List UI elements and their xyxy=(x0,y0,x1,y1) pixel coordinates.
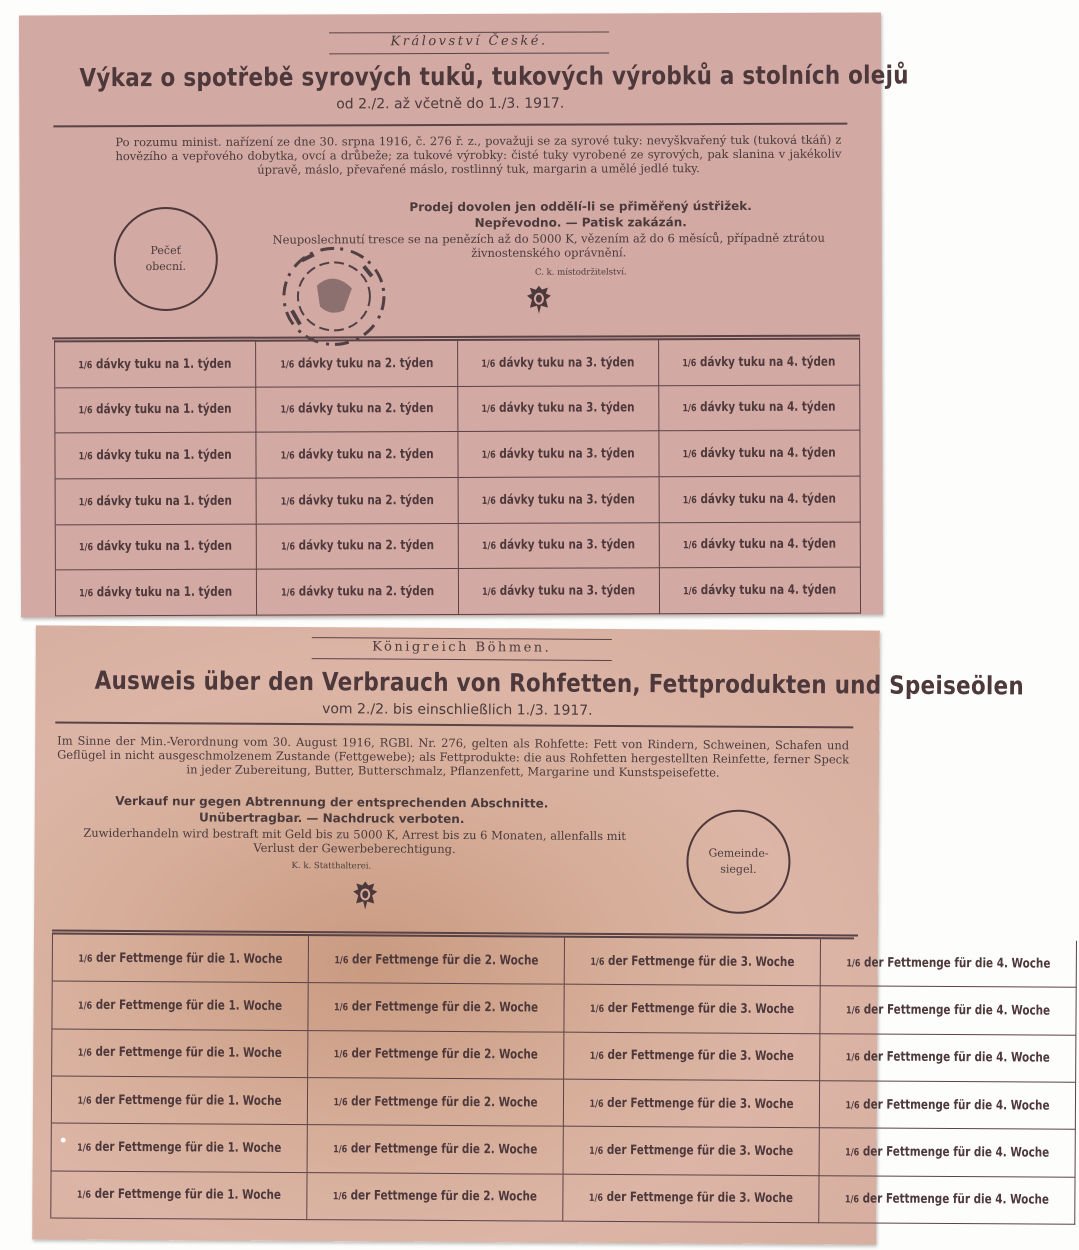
coupon-fraction: 1/6 xyxy=(590,1003,605,1015)
coupon-cell xyxy=(53,935,309,984)
coupon-fraction: 1/6 xyxy=(846,1005,861,1017)
double-headed-eagle-icon xyxy=(526,284,552,316)
coupon-cell xyxy=(820,1176,1076,1225)
coupon-fraction: 1/6 xyxy=(79,542,94,554)
kingdom-header: Království České. xyxy=(390,33,548,50)
coupon-fraction: 1/6 xyxy=(846,958,861,970)
coupon-cell xyxy=(257,524,458,570)
coupon-label: der Fettmenge für die 3. Woche xyxy=(606,1190,794,1207)
coupon-cell xyxy=(821,939,1077,988)
coupon-fraction: 1/6 xyxy=(280,405,295,417)
coupon-label: der Fettmenge für die 2. Woche xyxy=(351,1094,538,1111)
double-headed-eagle-icon xyxy=(352,879,378,911)
coupon-cell xyxy=(564,1127,820,1176)
coupon-label: dávky tuku na 3. týden xyxy=(498,355,635,371)
regulation-text: Im Sinne der Min.-Verordnung vom 30. August 1916, RGBl. Nr. 276, gelten als Rohfette: Fett von Rindern, Schweinen, Schafen und Geflügel in nicht ausgeschmolzenem Zustande (Fettgewebe); als Fettprodukte: die aus Rohfetten hergestellten Reinfette, ferner Speck in jeder Zubereitung, Butter, Butterschmalz, Pflanzenfett, Margarine und Kunstspeisefette. xyxy=(57,733,850,780)
coupon-label: dávky tuku na 4. týden xyxy=(700,354,836,370)
coupon-fraction: 1/6 xyxy=(589,1051,605,1063)
coupon-fraction: 1/6 xyxy=(682,403,697,415)
coupon-cell xyxy=(257,569,458,615)
coupon-label: dávky tuku na 3. týden xyxy=(499,583,636,599)
issuing-authority: K. k. Statthalterei. xyxy=(291,860,372,872)
coupon-cell xyxy=(256,341,457,387)
coupon-cell xyxy=(659,477,860,523)
coupon-label: der Fettmenge für die 1. Woche xyxy=(95,1092,282,1109)
coupon-fraction: 1/6 xyxy=(78,1000,93,1012)
coupon-cell xyxy=(257,478,458,524)
coupon-fraction: 1/6 xyxy=(481,450,496,462)
coupon-label: dávky tuku na 2. týden xyxy=(297,447,434,463)
coupon-label: der Fettmenge für die 3. Woche xyxy=(607,1095,794,1112)
coupon-cell xyxy=(565,938,821,987)
coupon-cell xyxy=(52,1029,308,1078)
coupon-cell xyxy=(56,524,257,570)
coupon-fraction: 1/6 xyxy=(334,954,349,966)
coupon-cell xyxy=(821,987,1077,1036)
coupon-fraction: 1/6 xyxy=(481,495,496,507)
coupon-cell xyxy=(458,477,659,523)
coupon-fraction: 1/6 xyxy=(845,1147,860,1159)
penalty-text: Zuwiderhandeln wird bestraft mit Geld bis zu 5000 K, Arrest bis zu 6 Monaten, allenfalls mit Verlust der Gewerbeberechtigung. xyxy=(83,825,626,856)
coupon-label: der Fettmenge für die 3. Woche xyxy=(608,953,795,970)
validity-dates: od 2./2. až včetně do 1./3. 1917. xyxy=(336,95,565,113)
coupon-cell xyxy=(820,1034,1076,1083)
coupon-fraction: 1/6 xyxy=(682,449,697,461)
coupon-label: dávky tuku na 1. týden xyxy=(96,356,232,373)
coupon-label: dávky tuku na 2. týden xyxy=(297,355,434,372)
coupon-fraction: 1/6 xyxy=(280,496,295,508)
coupon-label: dávky tuku na 1. týden xyxy=(97,584,233,601)
coupon-label: der Fettmenge für die 2. Woche xyxy=(350,1188,538,1205)
coupon-fraction: 1/6 xyxy=(77,1095,92,1107)
nontransferable-notice: Unübertragbar. — Nachdruck verboten. xyxy=(198,810,465,827)
coupon-cell xyxy=(52,1077,308,1126)
coupon-cell xyxy=(52,982,308,1031)
coupon-fraction: 1/6 xyxy=(683,540,698,552)
german-ration-card xyxy=(32,625,1051,1244)
kingdom-header-frame xyxy=(329,31,609,54)
coupon-cell xyxy=(257,387,458,433)
coupon-cell xyxy=(458,523,659,569)
coupon-label: dávky tuku na 2. týden xyxy=(298,584,434,600)
coupon-fraction: 1/6 xyxy=(682,357,697,370)
coupon-cell xyxy=(565,985,821,1034)
card-title: Ausweis über den Verbrauch von Rohfetten, Fettprodukten und Speiseölen xyxy=(94,665,1025,701)
sale-notice: Prodej dovolen jen oddělí-li se přiměřený ústřižek. xyxy=(409,198,752,215)
sale-notice: Verkauf nur gegen Abtrennung der entsprechenden Abschnitte. xyxy=(115,793,549,811)
coupon-label: dávky tuku na 4. týden xyxy=(700,491,837,507)
coupon-fraction: 1/6 xyxy=(78,953,93,965)
coupon-cell xyxy=(564,1080,820,1129)
validity-dates: vom 2./2. bis einschließlich 1./3. 1917. xyxy=(322,701,593,719)
coupon-fraction: 1/6 xyxy=(79,497,94,509)
coupon-label: der Fettmenge für die 3. Woche xyxy=(607,1000,795,1018)
coupon-cell xyxy=(820,1129,1076,1178)
coupon-cell xyxy=(458,340,659,386)
coupon-fraction: 1/6 xyxy=(77,1048,92,1060)
coupon-label: der Fettmenge für die 1. Woche xyxy=(95,1045,282,1062)
coupon-cell xyxy=(563,1174,819,1223)
municipal-seal-circle xyxy=(686,809,791,914)
coupon-cell xyxy=(308,1125,564,1174)
punch-hole xyxy=(61,1138,66,1143)
coupon-fraction: 1/6 xyxy=(280,450,295,462)
coupon-cell xyxy=(55,387,256,433)
coupon-label: dávky tuku na 1. týden xyxy=(96,493,233,510)
coupon-label: der Fettmenge für die 2. Woche xyxy=(351,1046,538,1063)
coupon-cell xyxy=(308,1031,564,1080)
coupon-label: der Fettmenge für die 2. Woche xyxy=(352,952,539,969)
coupon-fraction: 1/6 xyxy=(76,1190,92,1202)
coupon-fraction: 1/6 xyxy=(683,586,698,598)
coupon-cell xyxy=(55,433,256,479)
coupon-fraction: 1/6 xyxy=(590,956,605,968)
coupon-label: der Fettmenge für die 4. Woche xyxy=(863,1002,1051,1019)
coupon-fraction: 1/6 xyxy=(845,1194,860,1206)
coupon-fraction: 1/6 xyxy=(78,360,93,372)
coupon-label: dávky tuku na 3. týden xyxy=(499,492,635,508)
coupon-cell xyxy=(51,1171,307,1220)
coupon-label: dávky tuku na 3. týden xyxy=(499,400,635,417)
coupon-label: dávky tuku na 1. týden xyxy=(96,447,233,464)
coupon-cell xyxy=(458,569,659,615)
seal-label: Gemeinde-siegel. xyxy=(708,846,769,876)
coupon-label: der Fettmenge für die 4. Woche xyxy=(862,1191,1050,1208)
coupon-cell xyxy=(660,568,861,614)
nontransferable-notice: Nepřevodno. — Patisk zakázán. xyxy=(474,215,687,230)
coupon-label: dávky tuku na 4. týden xyxy=(700,537,837,553)
coupon-cell xyxy=(56,570,257,616)
coupon-fraction: 1/6 xyxy=(280,542,295,554)
coupon-cell xyxy=(659,522,860,568)
coupon-label: der Fettmenge für die 1. Woche xyxy=(94,1139,282,1156)
coupon-cell xyxy=(659,340,860,386)
coupon-fraction: 1/6 xyxy=(334,1002,349,1014)
coupon-cell xyxy=(309,936,565,985)
coupon-label: der Fettmenge für die 2. Woche xyxy=(350,1141,538,1158)
coupon-fraction: 1/6 xyxy=(77,1142,92,1154)
issuing-authority: C. k. místodržitelství. xyxy=(534,267,627,278)
coupon-fraction: 1/6 xyxy=(481,541,496,553)
coupon-cell xyxy=(564,1032,820,1081)
coupon-fraction: 1/6 xyxy=(482,587,497,599)
coupon-label: dávky tuku na 2. týden xyxy=(298,538,434,555)
coupon-fraction: 1/6 xyxy=(589,1193,604,1205)
coupon-cell xyxy=(55,342,256,388)
coupon-label: dávky tuku na 2. týden xyxy=(298,492,434,509)
coupon-fraction: 1/6 xyxy=(333,1049,348,1061)
coupon-label: dávky tuku na 4. týden xyxy=(700,445,836,462)
coupon-label: der Fettmenge für die 4. Woche xyxy=(863,1097,1050,1114)
card-title: Výkaz o spotřebě syrových tuků, tukových výrobků a stolních olejů xyxy=(79,60,909,93)
seal-label: Pečeť obecní. xyxy=(145,243,187,274)
coupon-label: dávky tuku na 2. týden xyxy=(297,401,434,418)
penalty-text: Neuposlechnutí tresce se na penězích až do 5000 K, vězením až do 6 měsíců, případně ztrátou živnostenského oprávnění. xyxy=(272,230,825,260)
coupon-grid xyxy=(54,338,861,617)
coupon-fraction: 1/6 xyxy=(79,451,94,463)
regulation-text: Po rozumu minist. nařízení ze dne 30. srpna 1916, č. 276 ř. z., považuji se za syrové tuky: nevyškvařený tuk (tuková tkáň) z hovězího a vepřového dobytka, ovcí a drůbeže; za tukové výrobky: čisté tuky vyrobené ze syrových, pak slanina v jakékoliv úpravě, máslo, převařené máslo, rostlinný tuk, margarin a umělé jedlé tuky. xyxy=(115,132,842,177)
coupon-fraction: 1/6 xyxy=(845,1100,860,1112)
coupon-label: dávky tuku na 1. týden xyxy=(97,539,233,555)
coupon-grid xyxy=(50,933,1051,1224)
header-divider xyxy=(55,722,853,729)
coupon-fraction: 1/6 xyxy=(682,494,698,507)
coupon-fraction: 1/6 xyxy=(280,587,295,599)
coupon-label: dávky tuku na 3. týden xyxy=(499,537,635,554)
coupon-label: der Fettmenge für die 1. Woche xyxy=(94,1187,282,1204)
coupon-label: der Fettmenge für die 2. Woche xyxy=(351,999,539,1016)
coupon-cell xyxy=(820,1081,1076,1130)
coupon-label: der Fettmenge für die 3. Woche xyxy=(607,1048,795,1065)
coupon-cell xyxy=(659,431,860,477)
coupon-label: der Fettmenge für die 4. Woche xyxy=(863,1144,1050,1161)
czech-ration-card xyxy=(19,12,909,617)
coupon-cell xyxy=(659,385,860,431)
municipal-seal-circle xyxy=(114,207,218,311)
coupon-label: dávky tuku na 4. týden xyxy=(700,400,836,416)
coupon-fraction: 1/6 xyxy=(481,358,496,370)
coupon-fraction: 1/6 xyxy=(846,1052,861,1064)
coupon-fraction: 1/6 xyxy=(481,404,496,416)
coupon-cell xyxy=(458,386,659,432)
coupon-cell xyxy=(307,1173,563,1222)
coupon-cell xyxy=(458,432,659,478)
coupon-label: dávky tuku na 1. týden xyxy=(96,402,233,418)
coupon-label: der Fettmenge für die 4. Woche xyxy=(863,1049,1051,1066)
coupon-label: dávky tuku na 4. týden xyxy=(700,582,837,599)
coupon-cell xyxy=(308,1078,564,1127)
coupon-cell xyxy=(56,479,257,525)
coupon-label: der Fettmenge für die 4. Woche xyxy=(864,955,1051,972)
coupon-label: der Fettmenge für die 1. Woche xyxy=(96,950,283,967)
coupon-fraction: 1/6 xyxy=(333,1144,348,1156)
coupon-fraction: 1/6 xyxy=(332,1191,348,1203)
coupon-cell xyxy=(309,983,565,1032)
coupon-label: der Fettmenge für die 3. Woche xyxy=(607,1142,794,1160)
kingdom-header: Königreich Böhmen. xyxy=(372,639,552,656)
coupon-cell xyxy=(257,432,458,478)
coupon-fraction: 1/6 xyxy=(78,405,94,417)
kingdom-header-frame xyxy=(312,637,612,661)
header-divider xyxy=(53,123,847,128)
coupon-fraction: 1/6 xyxy=(333,1096,348,1108)
circular-ink-stamp-icon xyxy=(272,240,392,350)
coupon-fraction: 1/6 xyxy=(589,1145,604,1157)
coupon-fraction: 1/6 xyxy=(279,359,295,371)
coupon-label: der Fettmenge für die 1. Woche xyxy=(95,997,283,1014)
coupon-cell xyxy=(52,1124,308,1173)
coupon-fraction: 1/6 xyxy=(79,588,94,600)
coupon-fraction: 1/6 xyxy=(589,1098,604,1110)
coupon-label: dávky tuku na 3. týden xyxy=(499,446,635,462)
